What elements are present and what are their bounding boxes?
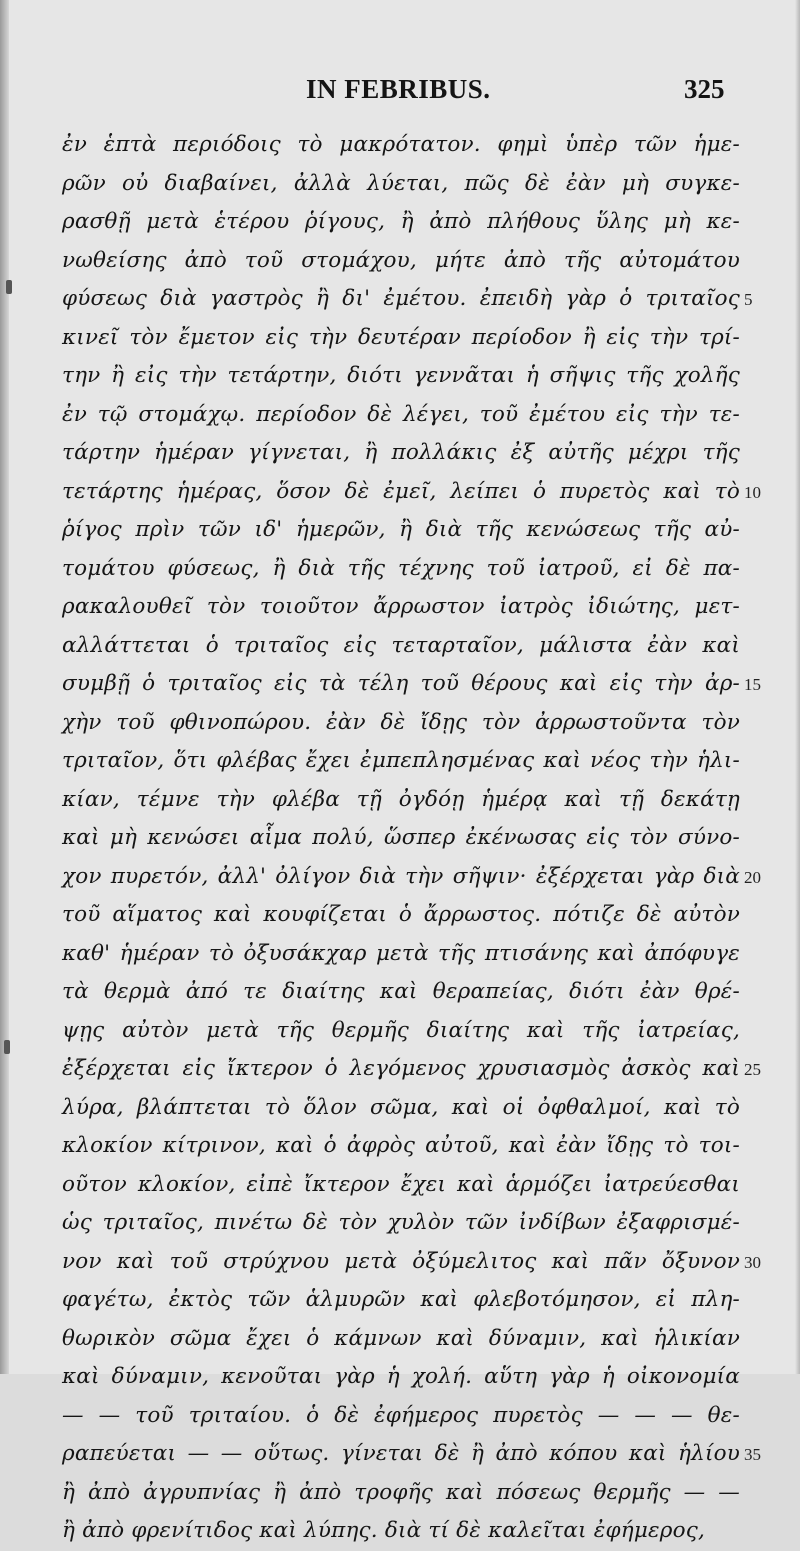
text-line: τετάρτης ἡμέρας, ὅσον δὲ ἐμεῖ, λείπει ὁ πυρετὸς καὶ τὸ [62,478,740,504]
text-line: οῦτον κλοκίον, εἰπὲ ἴκτερον ἔχει καὶ ἁρμόζει ἰατρεύεσθαι [62,1171,740,1197]
text-line: ἢ ἀπὸ ἀγρυπνίας ἢ ἀπὸ τροφῆς καὶ πόσεως θερμῆς — — [62,1479,740,1505]
line-number: 15 [744,675,761,694]
text-line: ἐξέρχεται εἰς ἴκτερον ὁ λεγόμενος χρυσιασμὸς ἀσκὸς καὶ [62,1056,740,1081]
line-number: 25 [744,1060,761,1079]
text-line: νωθείσης ἀπὸ τοῦ στομάχου, μήτε ἀπὸ τῆς αὐτομάτου [62,247,740,273]
text-line: λύρα, βλάπτεται τὸ ὅλον σῶμα, καὶ οἱ ὀφθαλμοί, καὶ τὸ [62,1094,740,1120]
text-line: κίαν, τέμνε τὴν φλέβα τῇ ὀγδόῃ ἡμέρᾳ καὶ τῇ δεκάτῃ [62,786,740,812]
text-line: ρακαλουθεῖ τὸν τοιοῦτον ἄρρωστον ἰατρὸς ἰδιώτης, μετ- [62,594,740,619]
text-line: ῥίγος πρὶν τῶν ιδ' ἡμερῶν, ἢ διὰ τῆς κενώσεως τῆς αὐ- [62,517,740,542]
text-line: κινεῖ τὸν ἔμετον εἰς τὴν δευτέραν περίοδον ἢ εἰς τὴν τρί- [62,324,740,350]
text-line: συμβῇ ὁ τριταῖος εἰς τὰ τέλη τοῦ θέρους καὶ εἰς τὴν ἀρ- [62,671,740,696]
text-line: ραπεύεται — — οὕτως. γίνεται δὲ ἢ ἀπὸ κόπου καὶ ἡλίου [62,1441,740,1466]
text-line: ὡς τριταῖος, πινέτω δὲ τὸν χυλὸν τῶν ἰνδίβων ἐξαφρισμέ- [62,1210,740,1235]
text-line: αλλάττεται ὁ τριταῖος εἰς τεταρταῖον, μάλιστα ἐὰν καὶ [62,632,740,658]
text-line: ψῃς αὐτὸν μετὰ τῆς θερμῆς διαίτης καὶ τῆς ἰατρείας, [62,1017,740,1043]
text-line: — — τοῦ τριταίου. ὁ δὲ ἐφήμερος πυρετὸς — — — θε- [62,1402,740,1428]
text-line: θωρικὸν σῶμα ἔχει ὁ κάμνων καὶ δύναμιν, καὶ ἡλικίαν [62,1325,740,1351]
line-number: 20 [744,867,761,887]
text-line: τριταῖον, ὅτι φλέβας ἔχει ἐμπεπλησμένας καὶ νέος τὴν ἡλι- [62,748,740,773]
line-number: 5 [744,290,753,309]
text-line: καθ' ἡμέραν τὸ ὀξυσάκχαρ μετὰ τῆς πτισάνης καὶ ἀπόφυγε [62,940,740,966]
text-line: ἐν τῷ στομάχῳ. περίοδον δὲ λέγει, τοῦ ἐμέτου εἰς τὴν τε- [62,401,740,427]
text-line: τομάτου φύσεως, ἢ διὰ τῆς τέχνης τοῦ ἰατροῦ, εἰ δὲ πα- [62,555,740,581]
binding-mark [4,1040,10,1054]
text-line: χον πυρετόν, ἀλλ' ὀλίγον διὰ τὴν σῆψιν· ἐξέρχεται γὰρ διὰ [62,863,740,889]
text-line: φύσεως διὰ γαστρὸς ἢ δι' ἐμέτου. ἐπειδὴ γὰρ ὁ τριταῖος [62,286,740,311]
text-line: ρασθῇ μετὰ ἑτέρου ῥίγους, ἢ ἀπὸ πλήθους ὕλης μὴ κε- [62,209,740,234]
page-number: 325 [684,74,725,104]
text-line: ἐν ἑπτὰ περιόδοις τὸ μακρότατον. φημὶ ὑπὲρ τῶν ἡμε- [62,132,740,157]
line-number: 30 [744,1252,761,1272]
text-line: φαγέτω, ἐκτὸς τῶν ἁλμυρῶν καὶ φλεβοτόμησον, εἰ πλη- [62,1287,740,1312]
text-line: καὶ μὴ κενώσει αἷμα πολύ, ὥσπερ ἐκένωσας εἰς τὸν σύνο- [62,825,740,850]
greek-text-body [62,126,740,1551]
line-number: 10 [744,482,761,502]
text-line: τοῦ αἵματος καὶ κουφίζεται ὁ ἄρρωστος. πότιζε δὲ αὐτὸν [62,902,740,927]
line-number: 35 [744,1445,761,1464]
text-line: την ἢ εἰς τὴν τετάρτην, διότι γεννᾶται ἡ σῆψις τῆς χολῆς [62,363,740,388]
running-title: IN FEBRIBUS. [306,74,491,104]
text-line: νον καὶ τοῦ στρύχνου μετὰ ὀξύμελιτος καὶ πᾶν ὄξυνον [62,1248,740,1274]
text-line: ρῶν οὐ διαβαίνει, ἀλλὰ λύεται, πῶς δὲ ἐὰν μὴ συγκε- [62,170,740,196]
binding-mark [6,280,12,294]
text-line: χὴν τοῦ φθινοπώρου. ἐὰν δὲ ἴδῃς τὸν ἀρρωστοῦντα τὸν [62,709,740,735]
text-line: καὶ δύναμιν, κενοῦται γὰρ ἡ χολή. αὕτη γὰρ ἡ οἰκονομία [62,1364,740,1389]
text-line: τάρτην ἡμέραν γίγνεται, ἢ πολλάκις ἐξ αὐτῆς μέχρι τῆς [62,440,740,465]
text-line: ἢ ἀπὸ φρενίτιδος καὶ λύπης. διὰ τί δὲ καλεῖται ἐφήμερος, [62,1518,705,1543]
text-line: τὰ θερμὰ ἀπό τε διαίτης καὶ θεραπείας, διότι ἐὰν θρέ- [62,979,740,1004]
running-header [0,68,800,108]
text-line: κλοκίον κίτρινον, καὶ ὁ ἀφρὸς αὐτοῦ, καὶ ἐὰν ἴδῃς τὸ τοι- [62,1133,740,1158]
